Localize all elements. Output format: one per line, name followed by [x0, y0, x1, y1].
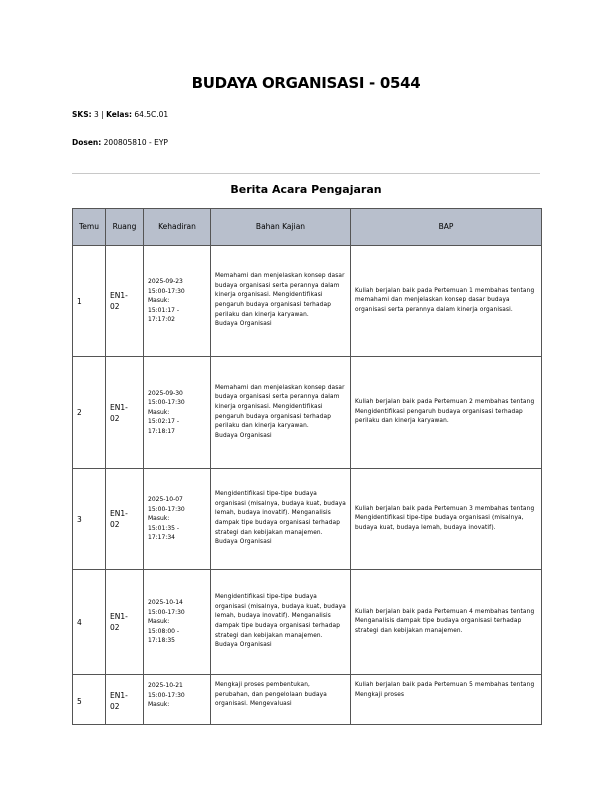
cell-kehadiran: 2025-10-07 15:00-17:30 Masuk: 15:01:35 - 17:17:34 — [144, 469, 211, 570]
cell-bap: Kuliah berjalan baik pada Pertemuan 5 membahas tentang Mengkaji proses — [351, 675, 542, 725]
cell-kehadiran: 2025-10-14 15:00-17:30 Masuk: 15:08:00 - 17:18:35 — [144, 570, 211, 675]
header-temu: Temu — [73, 209, 106, 246]
bap-table — [72, 208, 542, 725]
cell-ruang: EN1- 02 — [106, 246, 144, 357]
header-kehadiran: Kehadiran — [144, 209, 211, 246]
table-row — [73, 469, 542, 570]
cell-temu: 4 — [73, 570, 106, 675]
cell-bahan-kajian: Memahami dan menjelaskan konsep dasar budaya organisasi serta perannya dalam kinerja organisasi. Mengidentifikasi pengaruh budaya organisasi terhadap perilaku dan kinerja karyawan. Budaya Organisasi — [211, 357, 351, 469]
cell-bap: Kuliah berjalan baik pada Pertemuan 4 membahas tentang Menganalisis dampak tipe budaya organisasi terhadap strategi dan kebijakan manajemen. — [351, 570, 542, 675]
divider — [72, 173, 540, 174]
table-row — [73, 357, 542, 469]
cell-bap: Kuliah berjalan baik pada Pertemuan 2 membahas tentang Mengidentifikasi pengaruh budaya organisasi terhadap perilaku dan kinerja karyawan. — [351, 357, 542, 469]
course-meta — [72, 110, 168, 119]
header-ruang: Ruang — [106, 209, 144, 246]
table-row — [73, 570, 542, 675]
table-row — [73, 675, 542, 725]
cell-temu: 1 — [73, 246, 106, 357]
sks-label: SKS: — [72, 110, 92, 119]
cell-temu: 5 — [73, 675, 106, 725]
page-title: BUDAYA ORGANISASI - 0544 — [191, 74, 421, 92]
cell-ruang: EN1- 02 — [106, 675, 144, 725]
cell-bahan-kajian: Mengidentifikasi tipe-tipe budaya organisasi (misalnya, budaya kuat, budaya lemah, budaya inovatif). Menganalisis dampak tipe budaya organisasi terhadap strategi dan kebijakan manajemen. Budaya Organisasi — [211, 570, 351, 675]
table-header-row — [73, 209, 542, 246]
header-bap: BAP — [351, 209, 542, 246]
cell-ruang: EN1- 02 — [106, 570, 144, 675]
kelas-label: Kelas: — [106, 110, 132, 119]
table-row — [73, 246, 542, 357]
cell-bahan-kajian: Mengidentifikasi tipe-tipe budaya organisasi (misalnya, budaya kuat, budaya lemah, budaya inovatif). Menganalisis dampak tipe budaya organisasi terhadap strategi dan kebijakan manajemen. Budaya Organisasi — [211, 469, 351, 570]
cell-kehadiran: 2025-10-21 15:00-17:30 Masuk: — [144, 675, 211, 725]
cell-kehadiran: 2025-09-30 15:00-17:30 Masuk: 15:02:17 - 17:18:17 — [144, 357, 211, 469]
header-bahan-kajian: Bahan Kajian — [211, 209, 351, 246]
cell-ruang: EN1- 02 — [106, 357, 144, 469]
dosen-value: 200805810 - EYP — [101, 138, 168, 147]
cell-bap: Kuliah berjalan baik pada Pertemuan 1 membahas tentang memahami dan menjelaskan konsep dasar budaya organisasi serta perannya dalam kinerja organisasi. — [351, 246, 542, 357]
cell-ruang: EN1- 02 — [106, 469, 144, 570]
cell-bap: Kuliah berjalan baik pada Pertemuan 3 membahas tentang Mengidentifikasi tipe-tipe budaya organisasi (misalnya, budaya kuat, budaya lemah, budaya inovatif). — [351, 469, 542, 570]
lecturer-meta — [72, 138, 168, 147]
cell-temu: 3 — [73, 469, 106, 570]
sks-value: 3 | — [91, 110, 107, 119]
cell-kehadiran: 2025-09-23 15:00-17:30 Masuk: 15:01:17 - 17:17:02 — [144, 246, 211, 357]
cell-bahan-kajian: Mengkaji proses pembentukan, perubahan, dan pengelolaan budaya organisasi. Mengevaluasi — [211, 675, 351, 725]
dosen-label: Dosen: — [72, 138, 102, 147]
kelas-value: 64.5C.01 — [131, 110, 169, 119]
section-title: Berita Acara Pengajaran — [230, 183, 382, 196]
cell-temu: 2 — [73, 357, 106, 469]
cell-bahan-kajian: Memahami dan menjelaskan konsep dasar budaya organisasi serta perannya dalam kinerja organisasi. Mengidentifikasi pengaruh budaya organisasi terhadap perilaku dan kinerja karyawan. Budaya Organisasi — [211, 246, 351, 357]
